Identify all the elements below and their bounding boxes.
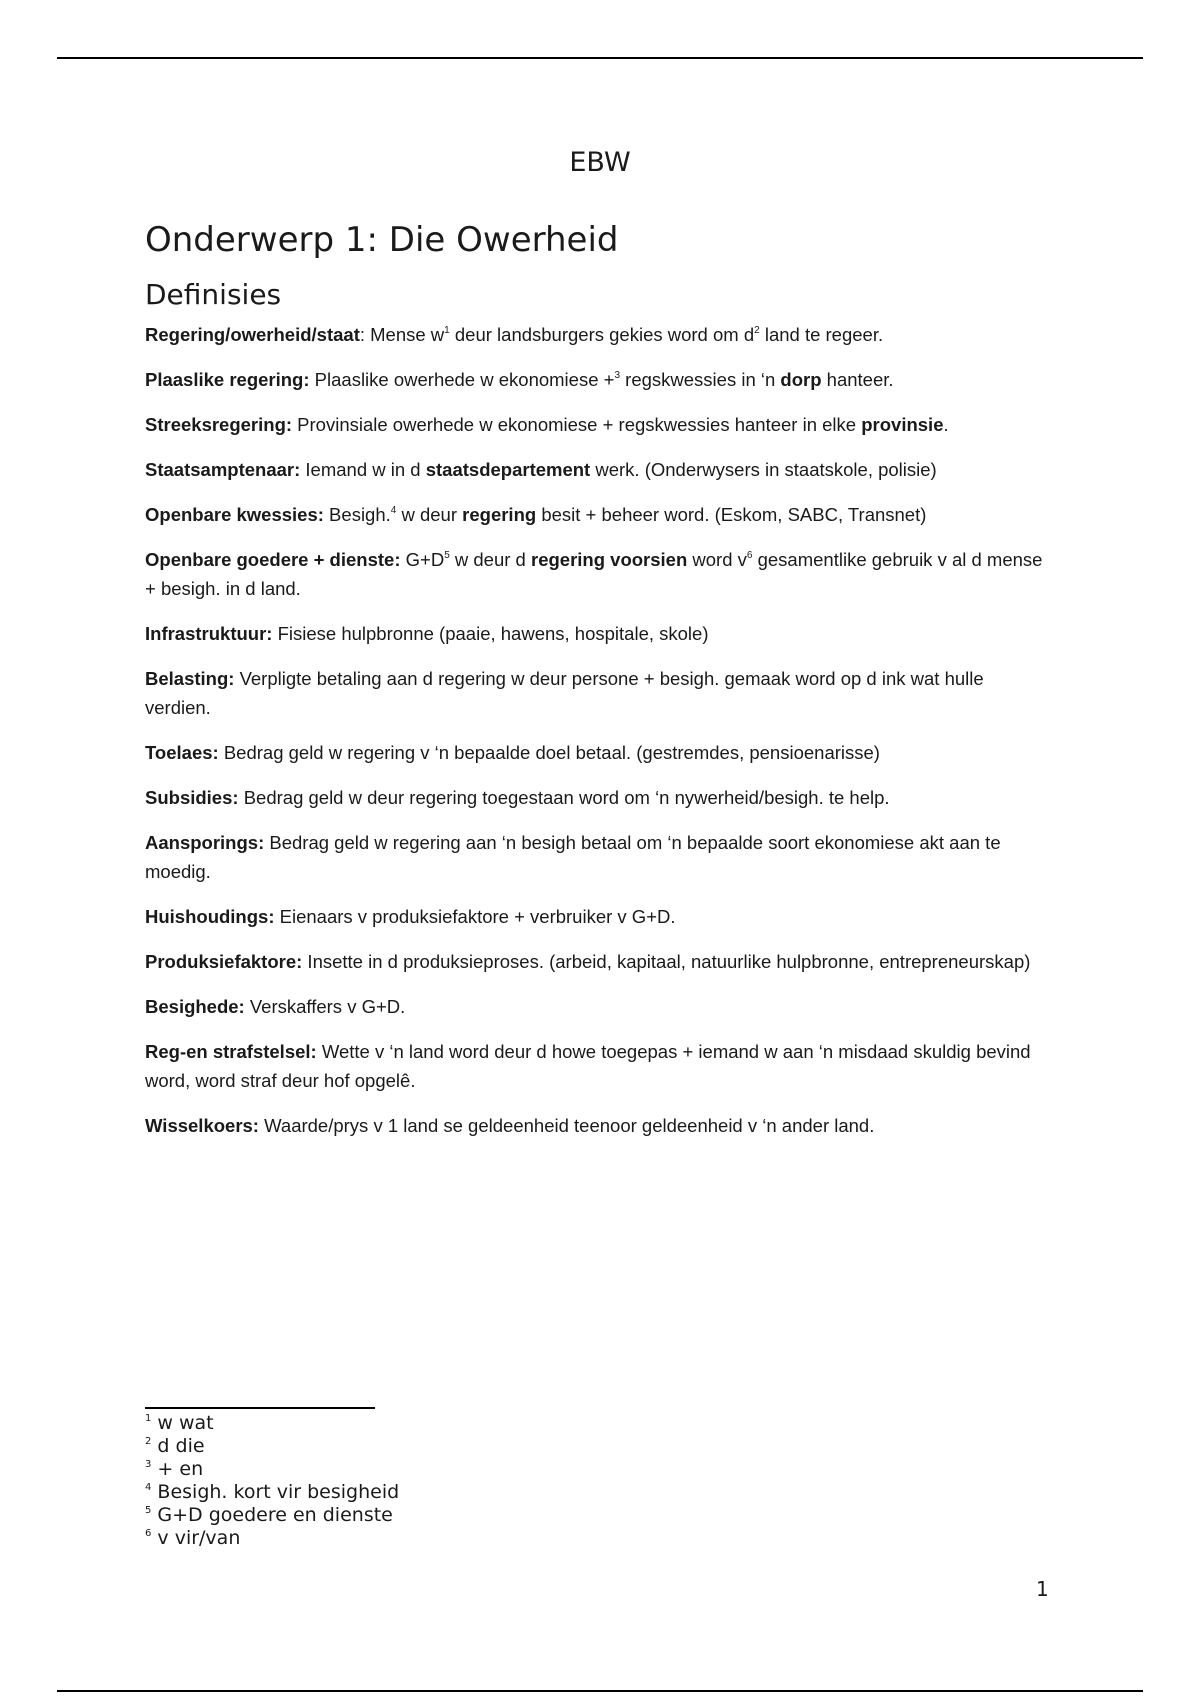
footnote-number: 2	[145, 1436, 152, 1447]
definition-text: Eienaars v produksiefaktore + verbruiker v G+D.	[274, 906, 676, 927]
definition-text: hanteer.	[821, 369, 894, 390]
definition-term: Subsidies:	[145, 787, 239, 808]
definition-text: Besigh.	[323, 504, 391, 525]
definition-item	[145, 410, 1050, 439]
definition-text: land te regeer.	[759, 324, 884, 345]
definition-text: Bedrag geld w regering v ‘n bepaalde doel betaal. (gestremdes, pensioenarisse)	[218, 742, 880, 763]
definition-text: Wette v ‘n land word deur d howe toegepas + iemand w aan ‘n misdaad skuldig bevind word, word straf deur hof opgelê.	[145, 1041, 1031, 1091]
definition-text: Iemand w in d	[300, 459, 426, 480]
footnote-list	[145, 1412, 745, 1550]
definition-text: werk. (Onderwysers in staatskole, polisie)	[590, 459, 937, 480]
definition-text: w deur d	[449, 549, 531, 570]
definition-item	[145, 902, 1050, 931]
footnote-text: Besigh. kort vir besigheid	[151, 1481, 400, 1503]
definition-text: Bedrag geld w deur regering toegestaan word om ‘n nywerheid/besigh. te help.	[238, 787, 890, 808]
definition-item	[145, 455, 1050, 484]
definition-term: Regering/owerheid/staat	[145, 324, 360, 345]
footnotes	[145, 1407, 745, 1550]
bottom-rule	[57, 1690, 1143, 1692]
definition-term: provinsie	[861, 414, 944, 435]
definition-text: gesamentlike gebruik v al d mense + besigh. in d land.	[145, 549, 1043, 599]
document-body	[145, 220, 1050, 1156]
footnote-item	[145, 1435, 745, 1458]
footnote-ref: 4	[390, 505, 397, 516]
definition-text: besit + beheer word. (Eskom, SABC, Transnet)	[536, 504, 927, 525]
definition-term: Infrastruktuur:	[145, 623, 273, 644]
definition-term: Openbare kwessies:	[145, 504, 324, 525]
footnote-text: G+D goedere en dienste	[151, 1504, 393, 1526]
definition-term: staatsdepartement	[425, 459, 591, 480]
definition-item	[145, 947, 1050, 976]
top-rule	[57, 57, 1143, 59]
footnote-item	[145, 1412, 745, 1435]
definition-term: Streeksregering:	[145, 414, 293, 435]
definition-text: Verpligte betaling aan d regering w deur persone + besigh. gemaak word op d ink wat hulle verdien.	[145, 668, 984, 718]
definition-item	[145, 619, 1050, 648]
definition-term: dorp	[780, 369, 822, 390]
footnote-number: 1	[145, 1413, 152, 1424]
footnote-text: + en	[151, 1458, 204, 1480]
definition-term: Besighede:	[145, 996, 245, 1017]
page-number: 1	[1036, 1577, 1049, 1601]
definition-term: Openbare goedere + dienste:	[145, 549, 401, 570]
definition-text: regskwessies in ‘n	[620, 369, 781, 390]
footnote-text: v vir/van	[151, 1527, 241, 1549]
definition-item	[145, 365, 1050, 394]
footnote-ref: 5	[444, 550, 450, 561]
footnote-number: 6	[145, 1528, 152, 1539]
topic-heading: Onderwerp 1: Die Owerheid	[145, 220, 619, 260]
footnote-ref: 6	[746, 550, 753, 561]
definition-term: regering	[462, 504, 537, 525]
definition-item	[145, 992, 1050, 1021]
footnote-ref: 1	[444, 325, 450, 336]
definition-item	[145, 545, 1050, 603]
definition-text: Verskaffers v G+D.	[244, 996, 406, 1017]
definition-term: regering voorsien	[531, 549, 688, 570]
definition-term: Produksiefaktore:	[145, 951, 303, 972]
definition-term: Toelaes:	[145, 742, 219, 763]
definition-item	[145, 738, 1050, 767]
definition-item	[145, 664, 1050, 722]
definition-text: Fisiese hulpbronne (paaie, hawens, hospitale, skole)	[272, 623, 709, 644]
definition-term: Wisselkoers:	[145, 1115, 259, 1136]
definition-text: word v	[687, 549, 747, 570]
definition-item	[145, 1037, 1050, 1095]
footnote-text: w wat	[151, 1412, 214, 1434]
footnote-item	[145, 1504, 745, 1527]
footnote-number: 5	[145, 1505, 152, 1516]
footnote-text: d die	[151, 1435, 205, 1457]
definition-item	[145, 828, 1050, 886]
definitions-heading: Definisies	[145, 278, 282, 311]
footnote-item	[145, 1527, 745, 1550]
definition-text: w deur	[396, 504, 463, 525]
definition-text: Bedrag geld w regering aan ‘n besigh betaal om ‘n bepaalde soort ekonomiese akt aan te moedig.	[145, 832, 1001, 882]
definition-term: Reg-en strafstelsel:	[145, 1041, 317, 1062]
footnote-ref: 2	[754, 325, 760, 336]
definition-text: G+D	[400, 549, 445, 570]
definition-text: Insette in d produksieproses. (arbeid, kapitaal, natuurlike hulpbronne, entrepreneurskap)	[302, 951, 1031, 972]
page-header-title: EBW	[569, 147, 631, 178]
definition-item	[145, 500, 1050, 529]
definition-item	[145, 1111, 1050, 1140]
definition-text: Provinsiale owerhede w ekonomiese + regskwessies hanteer in elke	[292, 414, 862, 435]
definition-text: Waarde/prys v 1 land se geldeenheid teenoor geldeenheid v ‘n ander land.	[258, 1115, 875, 1136]
definitions-list	[145, 320, 1050, 1140]
footnote-number: 3	[145, 1459, 152, 1470]
footnote-separator	[145, 1407, 375, 1409]
definition-item	[145, 783, 1050, 812]
footnote-item	[145, 1458, 745, 1481]
definition-text: Plaaslike owerhede w ekonomiese +	[309, 369, 615, 390]
definition-term: Aansporings:	[145, 832, 265, 853]
definition-item	[145, 320, 1050, 349]
footnote-number: 4	[145, 1482, 152, 1493]
definition-term: Belasting:	[145, 668, 235, 689]
definition-text: : Mense w	[359, 324, 445, 345]
definition-term: Plaaslike regering:	[145, 369, 310, 390]
definition-text: .	[943, 414, 949, 435]
definition-text: deur landsburgers gekies word om d	[449, 324, 755, 345]
footnote-item	[145, 1481, 745, 1504]
definition-term: Staatsamptenaar:	[145, 459, 301, 480]
definition-term: Huishoudings:	[145, 906, 275, 927]
footnote-ref: 3	[614, 370, 621, 381]
